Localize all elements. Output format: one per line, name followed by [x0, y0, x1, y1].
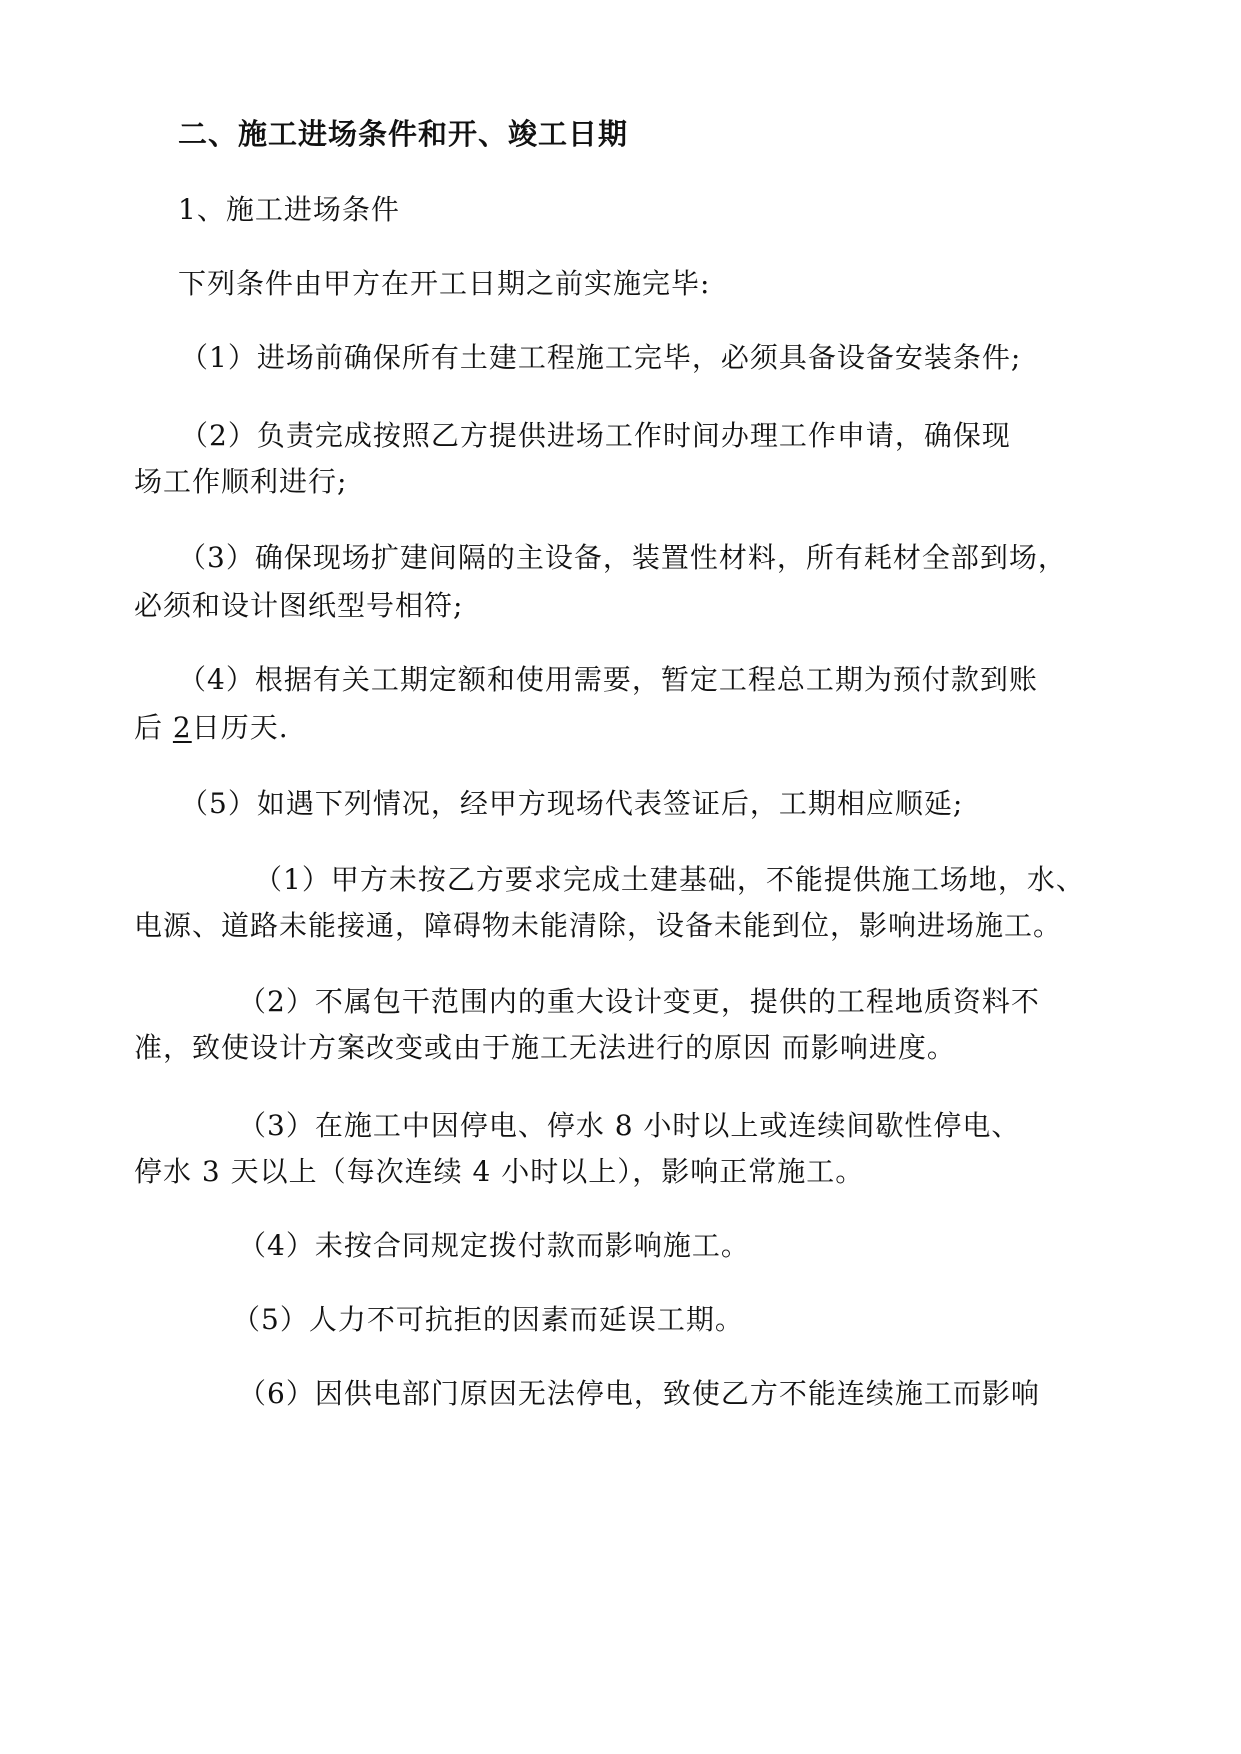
- item-4-line-1: （4）根据有关工期定额和使用需要，暂定工程总工期为预付款到账: [178, 663, 1038, 696]
- sub-item-3-line-2: 停水 3 天以上（每次连续 4 小时以上），影响正常施工。: [134, 1155, 865, 1188]
- item-2-line-1: （2）负责完成按照乙方提供进场工作时间办理工作申请，确保现: [180, 419, 1011, 452]
- sub-item-4-line-1: （4）未按合同规定拨付款而影响施工。: [238, 1229, 750, 1262]
- work-days-value: 2: [172, 711, 192, 744]
- item-3-line-2: 必须和设计图纸型号相符;: [134, 589, 464, 622]
- intro-paragraph: 下列条件由甲方在开工日期之前实施完毕:: [178, 267, 711, 300]
- sub-item-1-line-1: （1）甲方未按乙方要求完成土建基础，不能提供施工场地，水、: [254, 863, 1085, 896]
- sub-item-3-line-1: （3）在施工中因停电、停水 8 小时以上或连续间歇性停电、: [238, 1109, 1021, 1142]
- sub-item-5-line-1: （5）人力不可抗拒的因素而延误工期。: [232, 1303, 744, 1336]
- item-2-line-2: 场工作顺利进行;: [134, 465, 348, 498]
- section-heading: 二、施工进场条件和开、竣工日期: [178, 117, 629, 151]
- item-3-line-1: （3）确保现场扩建间隔的主设备，装置性材料，所有耗材全部到场，: [178, 541, 1067, 574]
- sub-item-1-line-2: 电源、道路未能接通，障碍物未能清除，设备未能到位，影响进场施工。: [134, 909, 1063, 942]
- item-5-line-1: （5）如遇下列情况，经甲方现场代表签证后，工期相应顺延;: [180, 787, 964, 820]
- item-4-text-after: 日历天.: [191, 711, 289, 744]
- item-4-line-2: [134, 710, 289, 746]
- sub-item-2-line-1: （2）不属包干范围内的重大设计变更，提供的工程地质资料不: [238, 985, 1040, 1018]
- item-1-line-1: （1）进场前确保所有土建工程施工完毕，必须具备设备安装条件;: [180, 341, 1022, 374]
- sub-item-6-line-1: （6）因供电部门原因无法停电，致使乙方不能连续施工而影响: [238, 1377, 1040, 1410]
- subheading: 1、施工进场条件: [178, 193, 400, 226]
- item-4-text-before: 后: [134, 711, 173, 744]
- sub-item-2-line-2: 准，致使设计方案改变或由于施工无法进行的原因 而影响进度。: [134, 1031, 956, 1064]
